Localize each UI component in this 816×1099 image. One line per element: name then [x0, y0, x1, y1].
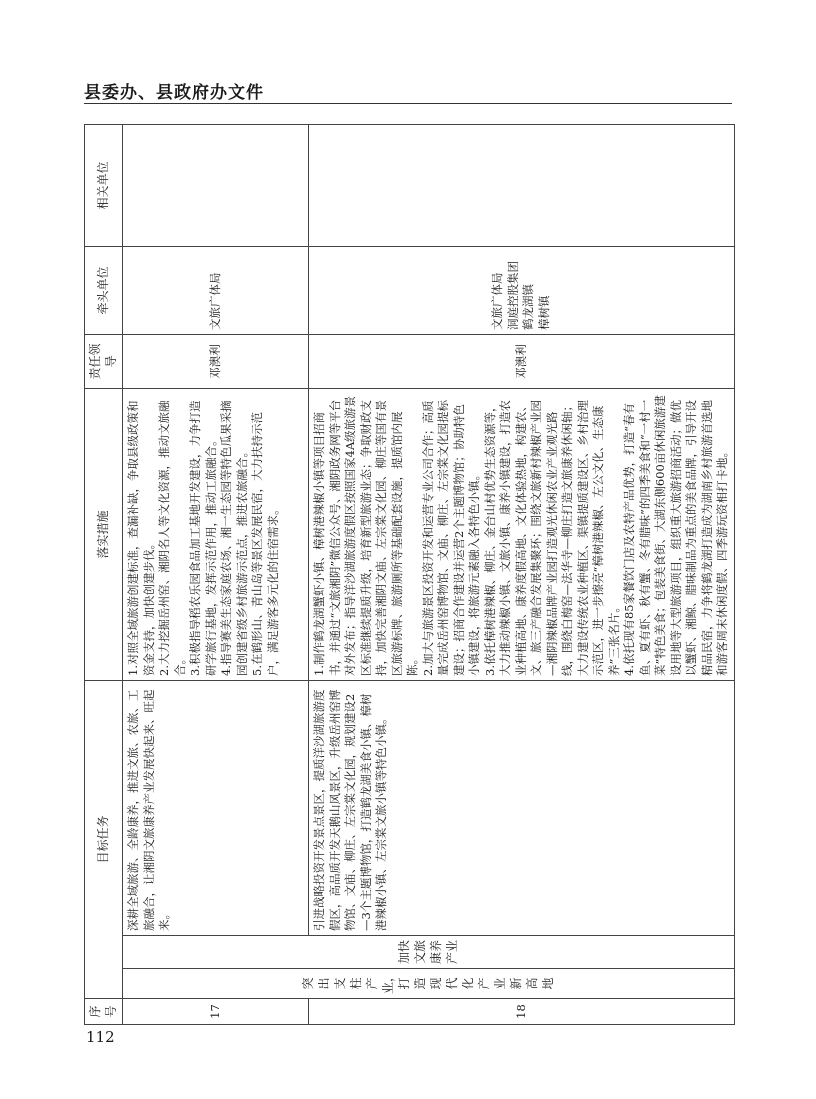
row-measures — [309, 388, 735, 680]
measure-item: 3.积极指导稻农乐园食品加工基地开发建设，力争打造研学旅行基地，发挥示范作用，推动工旅融合。 — [188, 400, 218, 676]
row-lead-unit: 文旅广体局 洞庭控股集团 鹤龙湖镇 樟树镇 — [309, 246, 735, 334]
header-leader: 责任领导 — [85, 334, 123, 388]
row-target: 引进战略投资开发景点景区，提质洋沙湖旅游度假区，高品质开发天鹅山风景区，升级岳州窑博物馆、文庙、柳庄、左宗棠文化园，规划建设2—3个主题博物馆，打造鹤龙湖美食小镇、樟树港辣椒小镇、左宗棠文旅小镇等特色小镇。 — [309, 680, 735, 935]
measure-item: 1.制作鹤龙湖蟹虾小镇、樟树港辣椒小镇等项目招商书，并通过“文旅湘阴”微信公众号、湘阴政务网等平台对外发布；指导洋沙湖旅游度假区按照国家4A级旅游景区标准继续提质升级，培育新型旅游业态；争取财政支持，加快完善湘阴文庙、左宗棠文化园、柳庄等国有景区旅游标牌、旅游厕所等基础配套设施，提质馆内展陈。 — [312, 395, 419, 676]
page-number: 112 — [86, 1028, 115, 1046]
header-lead-unit: 牵头单位 — [85, 246, 123, 334]
header-related-unit: 相关单位 — [85, 124, 123, 246]
measure-item: 2.加大与旅游景区投资开发和运营专业公司合作；高质量完成岳州窑博物馆、文庙、柳庄、左宗棠文化园提标建设；招商合作建设并运营2个主题博物馆；协助特色小镇建设，将旅游元素融入各特色小镇。 — [420, 399, 481, 676]
measure-item: 2.大力挖掘岳州窑、湘阴名人等文化资源，推动文旅融合。 — [157, 400, 187, 676]
measure-item: 4.指导赛美生态家庭农场、湘一生态园等特色瓜果采摘园创建省级乡村旅游示范点，推进农旅融合。 — [219, 400, 249, 676]
row-measures — [123, 388, 309, 680]
table-row — [309, 124, 735, 1024]
header-measures: 落实措施 — [85, 388, 123, 680]
measure-item: 4.依托现有85家餐饮门店及农特产品优势，打造“春有鱼、夏有虾、秋有蟹、冬有腊味”的四季美食和“一村一菜”特色美食；包装美食街、大湖东侧600亩休闲旅游建设用地等大型旅游项目，组织重大旅游招商活动；做优以蟹虾、湘鲸、腊味制品为重点的美食品牌，引导开设精品民宿，力争将鹤龙湖打造成为湖南乡村旅游首选地和游客周末休闲度假、四季游玩资相打卡地。 — [622, 395, 729, 676]
category-minor: 加快文旅康养产业 — [123, 936, 735, 969]
row-related-unit — [123, 124, 309, 246]
measure-item: 3.依托樟树港辣椒、柳庄、金台山村优势生态资源等，大力推动辣椒小镇、文旅小镇、康养小镇建设，打造农业种植高地、康养度假高地、文化体验热地，构建农、文、旅三产融合发展集聚环；围绕文旅新村辣椒产业园—湘阴辣椒品牌产业园打造观光休闲农业产业观光路线，围绕白梅窑—法华寺—柳庄打造文旅康养休闲轴；大力建设传统农业种植区、渠镇提质建设区、乡村治理示范区，进一步擦亮“樟树港辣椒、左公文化、生态康养”三张名片。 — [482, 399, 621, 676]
category-major: 突出支柱产业，打造现代化产业新高地 — [123, 969, 735, 999]
row-target: 深耕全域旅游、全龄康养，推进文旅、农旅、工旅融合，让湘阴文旅康养产业发展快起来、旺起来。 — [123, 680, 309, 935]
table-header-row — [85, 124, 123, 1024]
row-lead-unit: 文旅广体局 — [123, 246, 309, 334]
header-rule — [84, 103, 732, 104]
measure-item: 1.对照全域旅游创建标准，查漏补缺，争取县级政策和资金支持，加快创建步伐。 — [126, 400, 156, 676]
header-target: 目标任务 — [85, 680, 123, 998]
task-table — [84, 124, 735, 1025]
row-leader: 邓澳利 — [123, 334, 309, 388]
table-row — [123, 124, 309, 1024]
rotated-table-wrapper — [84, 125, 734, 1025]
document-header: 县委办、县政府办文件 — [84, 83, 264, 103]
row-related-unit — [309, 124, 735, 246]
row-leader: 邓澳利 — [309, 334, 735, 388]
header-seq: 序号 — [85, 999, 123, 1025]
row-seq: 17 — [123, 999, 309, 1025]
measure-item: 5.在鹤形山、青山岛等景区发展民宿，大力扶持示范户，满足游客多元化的住宿需求。 — [250, 412, 280, 676]
row-seq: 18 — [309, 999, 735, 1025]
